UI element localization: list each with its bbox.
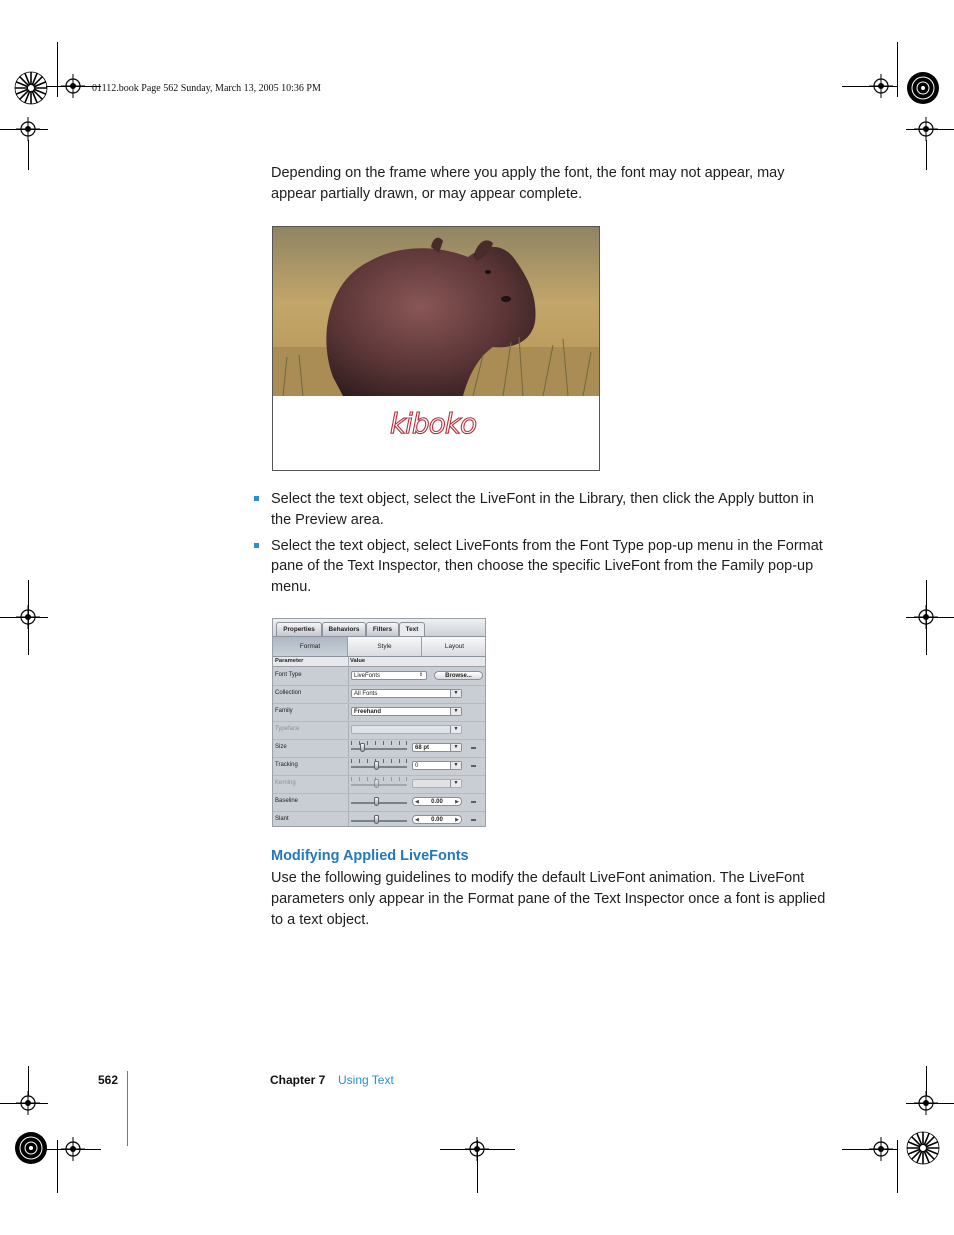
popup-value: LiveFonts: [354, 673, 381, 679]
increment-arrow-icon[interactable]: ▶: [455, 799, 459, 805]
row-baseline: [273, 793, 485, 812]
row-label: Size: [275, 744, 287, 750]
keyframe-dash-icon[interactable]: [471, 747, 476, 749]
keyframe-dash-icon[interactable]: [471, 801, 476, 803]
row-slant: [273, 811, 485, 827]
field-value: 0.00: [431, 817, 443, 823]
section-heading: Modifying Applied LiveFonts: [271, 848, 469, 864]
instruction-list: [254, 489, 829, 603]
row-family: [273, 703, 485, 722]
typeface-popup[interactable]: [351, 725, 462, 734]
tracking-slider[interactable]: [351, 766, 407, 768]
field-value: 0: [415, 763, 419, 769]
column-parameter: Parameter: [275, 658, 304, 664]
starburst-mark-icon: [14, 71, 48, 105]
list-item-text: Select the text object, select the LiveFont in the Library, then click the Apply button in the Preview area.: [271, 491, 814, 528]
popup-value: Freehand: [354, 709, 382, 715]
chevron-down-icon: ▼: [450, 726, 461, 733]
segment-style[interactable]: Style: [348, 637, 422, 656]
chapter-label: Chapter 7: [270, 1073, 326, 1087]
crop-mark: [28, 140, 29, 170]
chapter-title: Using Text: [338, 1073, 394, 1087]
row-size: [273, 739, 485, 758]
hippo-photo: [273, 227, 599, 396]
segment-layout[interactable]: Layout: [444, 643, 465, 650]
browse-button[interactable]: Browse...: [434, 671, 483, 680]
popup-value: All Fonts: [354, 691, 378, 697]
parameter-header: [273, 657, 485, 667]
text-inspector-panel: [272, 618, 486, 827]
crop-mark: [897, 1140, 898, 1193]
decrement-arrow-icon[interactable]: ◀: [415, 817, 419, 823]
increment-arrow-icon[interactable]: ▶: [455, 817, 459, 823]
segment-format[interactable]: Format: [273, 637, 348, 656]
crop-mark: [57, 1140, 58, 1193]
section-paragraph: Use the following guidelines to modify the default LiveFont animation. The LiveFont parameters only appear in the Format pane of the Text Inspector once a font is applied to a text object.: [271, 870, 826, 928]
registration-mark-icon: [61, 1137, 85, 1161]
chevron-down-icon: ▼: [450, 744, 461, 751]
row-label: Collection: [275, 690, 302, 696]
registration-mark-icon: [465, 1137, 489, 1161]
row-kerning: [273, 775, 485, 794]
starburst-mark-icon: [906, 1131, 940, 1165]
font-type-popup[interactable]: [351, 671, 427, 680]
print-slug: 01112.book Page 562 Sunday, March 13, 2005 10:36 PM: [92, 83, 321, 94]
hippo-figure: [272, 226, 600, 471]
chevron-down-icon: ▼: [450, 780, 461, 787]
collection-popup[interactable]: [351, 689, 462, 698]
crop-mark: [57, 42, 58, 97]
kerning-slider[interactable]: [351, 784, 407, 786]
starburst-mark-icon: [906, 71, 940, 105]
row-tracking: [273, 757, 485, 776]
keyframe-dash-icon[interactable]: [471, 819, 476, 821]
row-label: Baseline: [275, 798, 299, 804]
chevron-down-icon: ▼: [450, 762, 461, 769]
field-value: 68 pt: [415, 745, 430, 751]
row-font-type: [273, 667, 485, 686]
family-popup[interactable]: [351, 707, 462, 716]
slant-slider[interactable]: [351, 820, 407, 822]
row-label: Font Type: [275, 672, 302, 678]
tab-filters[interactable]: Filters: [366, 622, 399, 636]
slider-thumb[interactable]: [374, 779, 379, 788]
intro-paragraph: Depending on the frame where you apply the font, the font may not appear, may appear partially drawn, or may appear complete.: [271, 165, 785, 202]
folio-rule: [127, 1071, 128, 1146]
tracking-field[interactable]: [412, 761, 462, 770]
row-label: Typeface: [275, 726, 300, 732]
row-label: Tracking: [275, 762, 298, 768]
inspector-tab-bar: [273, 619, 485, 637]
keyframe-dash-icon[interactable]: [471, 765, 476, 767]
tab-properties[interactable]: Properties: [276, 622, 322, 636]
row-label: Kerning: [275, 780, 296, 786]
list-item-text: Select the text object, select LiveFonts from the Font Type pop-up menu in the Format pane of the Text Inspector, then choose the specific LiveFont from the Family pop-up menu.: [271, 537, 823, 596]
registration-mark-icon: [869, 1137, 893, 1161]
kerning-field[interactable]: [412, 779, 462, 788]
field-value: 0.00: [431, 799, 443, 805]
crop-mark: [926, 140, 927, 170]
tab-text[interactable]: Text: [399, 622, 425, 636]
list-item: [254, 536, 829, 598]
decrement-arrow-icon[interactable]: ◀: [415, 799, 419, 805]
updown-arrows-icon: ⇕: [418, 672, 424, 678]
slider-thumb[interactable]: [374, 761, 379, 770]
slider-thumb[interactable]: [374, 797, 379, 806]
registration-mark-icon: [869, 74, 893, 98]
registration-mark-icon: [16, 605, 40, 629]
chevron-down-icon: ▼: [450, 690, 461, 697]
tab-behaviors[interactable]: Behaviors: [322, 622, 366, 636]
registration-mark-icon: [16, 1091, 40, 1115]
row-typeface: [273, 721, 485, 740]
registration-mark-icon: [914, 605, 938, 629]
registration-mark-icon: [61, 74, 85, 98]
baseline-slider[interactable]: [351, 802, 407, 804]
registration-mark-icon: [914, 1091, 938, 1115]
row-collection: [273, 685, 485, 704]
slider-thumb[interactable]: [374, 815, 379, 824]
column-value: Value: [350, 658, 366, 664]
list-item: [254, 489, 829, 531]
slider-thumb[interactable]: [360, 743, 365, 752]
chevron-down-icon: ▼: [450, 708, 461, 715]
slant-field[interactable]: [412, 815, 462, 824]
kiboko-handwritten-caption: [273, 403, 599, 443]
crop-mark: [897, 42, 898, 97]
size-field[interactable]: [412, 743, 462, 752]
slider-ticks: [351, 777, 407, 781]
registration-mark-icon: [16, 117, 40, 141]
bullet-square-icon: [254, 543, 259, 548]
row-label: Slant: [275, 816, 289, 822]
registration-mark-icon: [914, 117, 938, 141]
bullet-square-icon: [254, 496, 259, 501]
baseline-field[interactable]: [412, 797, 462, 806]
format-style-layout-control: [273, 637, 485, 657]
caption-text: kiboko: [389, 407, 477, 440]
slider-ticks: [351, 759, 407, 763]
row-label: Family: [275, 708, 293, 714]
page-number: 562: [98, 1073, 119, 1087]
starburst-mark-icon: [14, 1131, 48, 1165]
